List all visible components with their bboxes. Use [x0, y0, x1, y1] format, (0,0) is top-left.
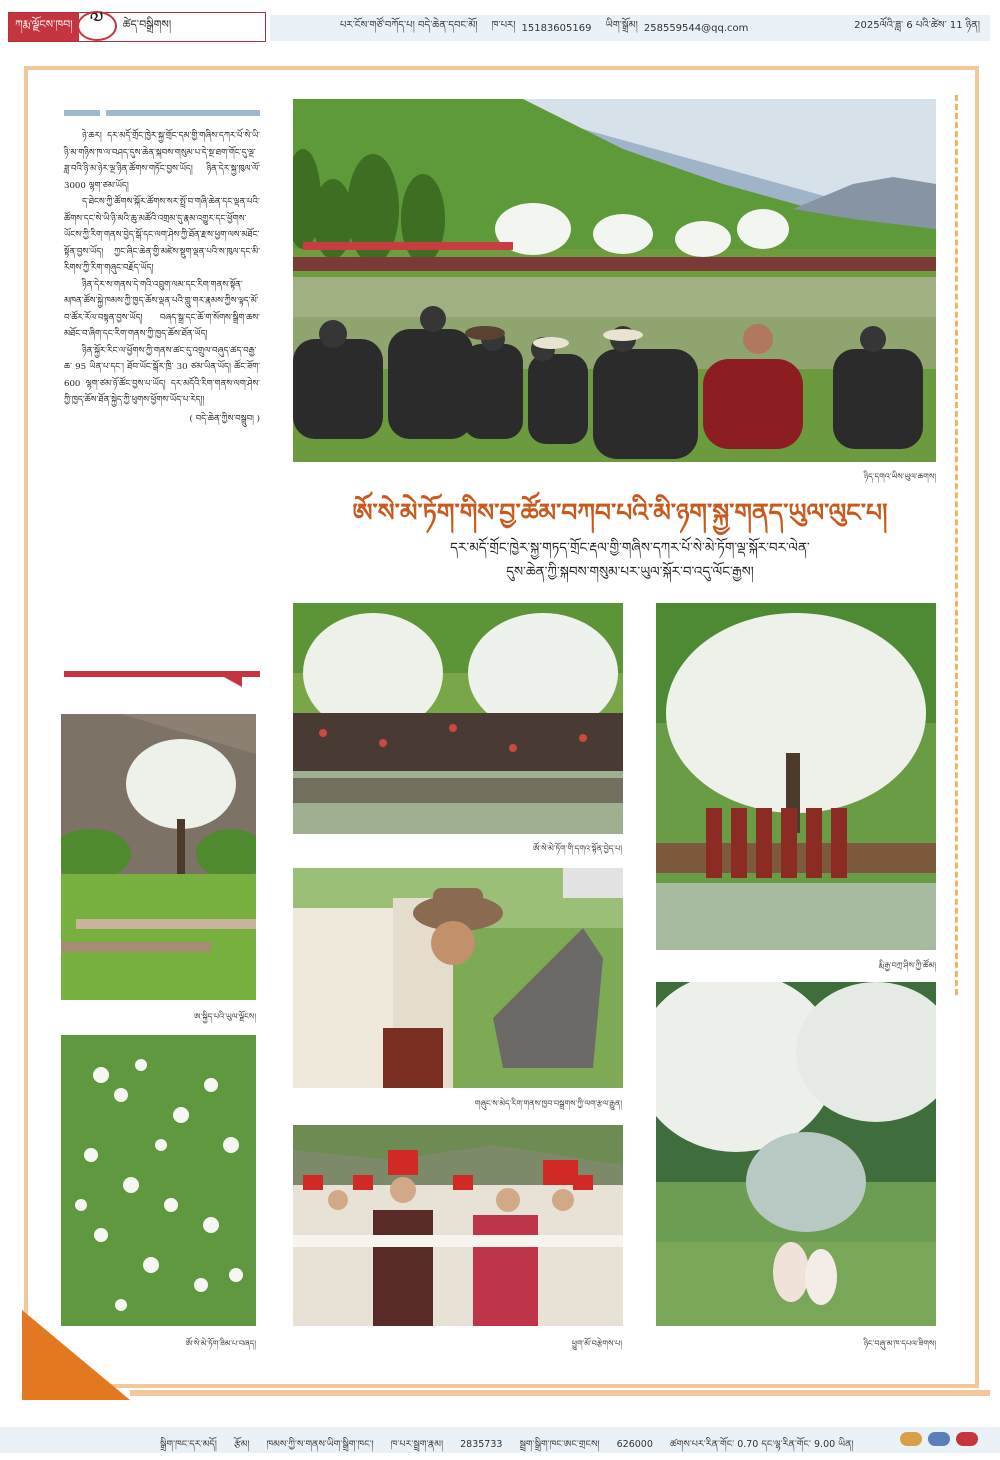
- footer-info: [160, 1433, 868, 1460]
- photo-stone-carver: [293, 868, 623, 1088]
- frame-bottom-bar: [130, 1390, 990, 1396]
- footer-publisher: སྒྲིག་ཁང་དར་མདོ།: [160, 1439, 217, 1450]
- article-paragraph: ཉིན་དེར་ས་གནས་དེ་གའི་འབྲུག་ལམ་དང་རིག་གནས་སྟོན་མཁན་ཚོས་སྐྱེ་ཁམས་ཀྱི་ཁྱད་ཆོས་ལྡན་པའི་གླུ་གར་རྣམས་ཀྱིས་ལྟད་མོ་བ་ཚོར་རོལ་བསྟན་བྱས་ཡོད། བཞད་སྒྲ་དང་ཆོ་ག་སོགས་སྒྲིག་ཆས་མཐོང་བ་ཞིག་དང་རིག་གནས་ཀྱི་ཁྱད་ཆོས་ཐོན་ཡོད།: [64, 279, 260, 339]
- ornament-icon: [956, 1432, 978, 1446]
- article-byline: ( བདེ་ཆེན་ཀྱིས་བསྒྲུབ། ): [189, 413, 260, 424]
- footer-post-label: སྦྲག་སྒྲིག་ཁང་ཨང་གྲངས།: [519, 1439, 600, 1450]
- header-email-label: ཡིག་སྒྲོམ།: [605, 20, 638, 31]
- photo-crowd-lake: [293, 603, 623, 834]
- ornament-icon: [900, 1432, 922, 1446]
- caption-crowd: ཨོ་སེ་མེ་ཏོག་གི་དགའ་སྟོན་བྱེད་པ།: [533, 844, 622, 853]
- article-paragraph: ཉེ་ཆར། དར་མདོ་གྲོང་ཁྱེར་སྐྱ་གྲོང་དམ་གྱི་གཞིས་དཀར་པོ་སེ་ཡི་ཉི་མ་གཉིས་ཁ་ལ་བཤད་དུས་ཆེན་སྐབས་གསུམ་པ་དེ་སྔ་ཐག་གོང་དུ་ལྔ་ཟླ་བའི་ཉི་མ་ཉེར་ལྔ་ཉིན་ཚོགས་གཏོང་བྱས་ཡོད། ཉིན་དེར་སྐྱ་ཁུལ་ལོ་ 3000 ལྷག་ཙམ་ཡོད།: [64, 131, 260, 191]
- column-top-bars: [64, 110, 260, 116]
- caption-women: ཉིང་བཞུ་མ་ཁ་དཔལ་ཟིགས།: [863, 1339, 936, 1348]
- caption-main: ཉིད་དགའ་ཡིས་ཡུལ་ཆགས།: [863, 472, 936, 481]
- header-date: 2025ལོའི་ཟླ་ 6 པའི་ཚེས་ 11 ཉིན།: [854, 20, 980, 31]
- subtitle-line-2: དུས་ཆེན་ཀྱི་སྐབས་གསུམ་པར་ཡུལ་སྐོར་བ་འདུ་ལོང་རྒྱས།: [506, 564, 754, 580]
- header-phone-label: ཁ་པར།: [491, 20, 516, 31]
- photo-performers: [293, 1125, 623, 1326]
- footer-phone-label: ཁ་པར་སྦྲག་རྣམ།: [390, 1439, 444, 1450]
- page-number: ༧: [77, 11, 117, 41]
- footer-pub-label: རྩོམ།: [233, 1439, 250, 1450]
- photo-tree-benches: [61, 714, 256, 1000]
- article-paragraph: ཉིན་སྐྱོར་རིང་ལ་ཕྱོགས་ཀྱི་གནས་ཚང་དུ་འགྲུལ་བཞུད་ཚད་བརྒྱ་ཆ་ 95 ཡིན་པ་དང་། ཐོབ་ཡོང་སྒོར་ཁྲི་ 30 ཙམ་ཡིན་ཡོད། ཚོང་ཟོག་ 600 ལྷག་ཙམ་ཉོ་ཚོང་བྱས་པ་ཡོད། དར་མདོའི་རིག་གནས་ལག་ཤེས་ཀྱི་ཁྱད་ཆོས་ཐོན་སྐྱེད་ཀྱི་ཕུགས་ཕྱོགས་ཡོད་པ་རེད།།: [64, 345, 260, 405]
- headline-title: ཨོ་སེ་མེ་ཏོག་གིས་བྱ་ཚོམ་བཀབ་པའི་མི་ཉག་སྐྱ་གནད་ཡུལ་ལུང་པ།: [352, 498, 888, 527]
- caption-blossom: ཨོ་སེ་མེ་ཏོག་ཟིམ་པ་བཞད།: [185, 1339, 256, 1348]
- photo-women-blossoms: [656, 982, 936, 1326]
- photo-blossom-closeup: [61, 1035, 256, 1326]
- photo-dancers-tree: [656, 603, 936, 950]
- footer-price: ཚགས་པར་རིན་གོང་ 0.70 དང་ལྷ་རིན་གོང་ 9.00 ཡིན།: [669, 1439, 854, 1450]
- headline-subtitle: [330, 536, 930, 584]
- masthead-name: ཀརྨ་ལྗོངས་ཁབ།: [9, 13, 79, 41]
- header-editor: པར་ངོས་གཙོ་བཀོད་པ། བདེ་ཆེན་དབང་མོ།: [340, 20, 478, 31]
- header-phone: 15183605169: [521, 22, 592, 34]
- header-email: 258559544@qq.com: [643, 22, 749, 34]
- article-paragraph: ད་ཐེངས་ཀྱི་ཚོགས་སྐོར་ཚོགས་སར་སྤྲོ་བ་གཞི་ཆེན་དང་ལྡན་པའི་ཚོགས་དང་སེ་ཡི་ཉི་མའི་ཆུ་མཚོའི་འགྲམ་དུ་རྣམ་འགྱུར་དང་ཕྱོགས་ཡོངས་ཀྱི་རིག་གནས་བྱེད་སྒོ་དང་ལག་ཤེས་ཀྱི་ཐོན་རྫས་ཕྱག་ལས་མཐོང་སྟོན་བྱས་ཡོད། ཀྱང་ཞིང་ཆེན་གྱི་མཛེས་སྡུག་ལྡན་པའི་ས་ཁུལ་དང་མི་རིགས་ཀྱི་རིག་གཞུང་བརྗོད་ཡོད།: [64, 197, 260, 273]
- header-info-bar: [270, 15, 990, 41]
- article-text: [64, 128, 260, 427]
- frame-dashed-line: [955, 95, 958, 995]
- subtitle-line-1: དར་མདོ་གྲོང་ཁྱེར་སྐྱ་གཏད་གྲོང་རྡལ་གྱི་གཞིས་དཀར་པོ་སེ་མེ་ཏོག་ལྡ་སྐོར་བར་ལེན་: [450, 540, 810, 556]
- caption-dancers: རྨི་རྒྱ་བཀྲ་ཤིས་ཀྱི་ཚོམ།: [878, 961, 936, 970]
- caption-tree: ཨ་སྐྱིད་པའི་ཡུལ་ལྗོངས།: [194, 1012, 256, 1021]
- ornament-icon: [928, 1432, 950, 1446]
- photo-lake-gathering: [293, 99, 936, 462]
- section-label: ཚེད་བསྒྲིགས།: [122, 17, 172, 31]
- footer-ornaments: [900, 1432, 978, 1446]
- footer-post: 626000: [616, 1439, 653, 1450]
- caption-performers: ཕྱུག་མོ་བརྩེགས་པ།: [571, 1339, 622, 1348]
- caption-carver: གཞུང་ས་མེད་རིག་གནས་ཁྱབ་བསྒྲགས་ཀྱི་ལག་རྩལ་རྒྱུན།: [474, 1099, 622, 1108]
- footer-phone: 2835733: [460, 1439, 503, 1450]
- masthead: [8, 8, 266, 42]
- footer-address: ཁམས་ཀྱི་ས་གནས་ཡིག་སྒྲིག་ཁང་།: [266, 1439, 374, 1450]
- column-end-bar: [64, 671, 260, 677]
